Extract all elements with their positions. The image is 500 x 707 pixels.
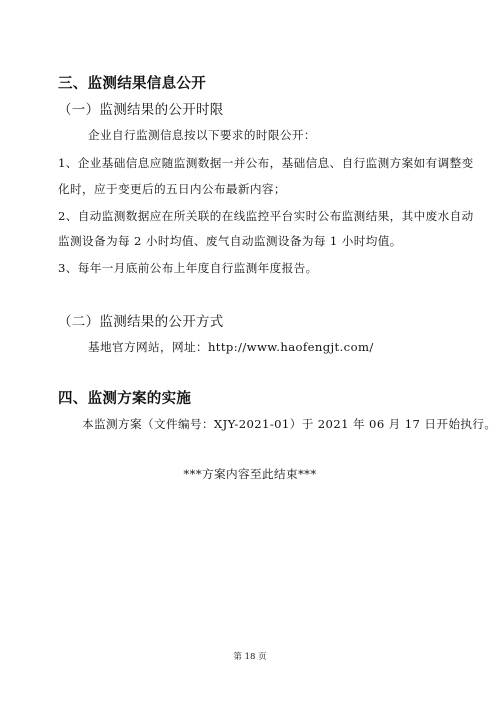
- sub2-text: 基地官方网站，网址：http://www.haofengjt.com/: [88, 340, 374, 354]
- sub1-item3: 3、每年一月底前公布上年度自行监测年度报告。: [58, 261, 318, 275]
- end-note: ***方案内容至此结束***: [183, 467, 317, 481]
- sub2-heading: （二）监测结果的公开方式: [58, 314, 224, 330]
- sub1-item2-line1: 2、自动监测数据应在所关联的在线监控平台实时公布监测结果，其中废水自动: [58, 209, 474, 223]
- section4-text: 本监测方案（文件编号：XJY-2021-01）于 2021 年 06 月 17 日开始执行。: [82, 417, 497, 431]
- section4-heading: 四、监测方案的实施: [58, 391, 192, 407]
- sub1-intro: 企业自行监测信息按以下要求的时限公开：: [88, 128, 316, 142]
- sub1-item2-line2: 监测设备为每 2 小时均值、废气自动监测设备为每 1 小时均值。: [58, 234, 402, 248]
- sub1-item1-line2: 化时，应于变更后的五日内公布最新内容；: [58, 182, 286, 196]
- section3-heading: 三、监测结果信息公开: [58, 76, 206, 92]
- sub1-item1-line1: 1、企业基础信息应随监测数据一并公布，基础信息、自行监测方案如有调整变: [58, 156, 474, 170]
- sub1-heading: （一）监测结果的公开时限: [58, 102, 224, 118]
- page-number: 第 18 页: [233, 652, 267, 662]
